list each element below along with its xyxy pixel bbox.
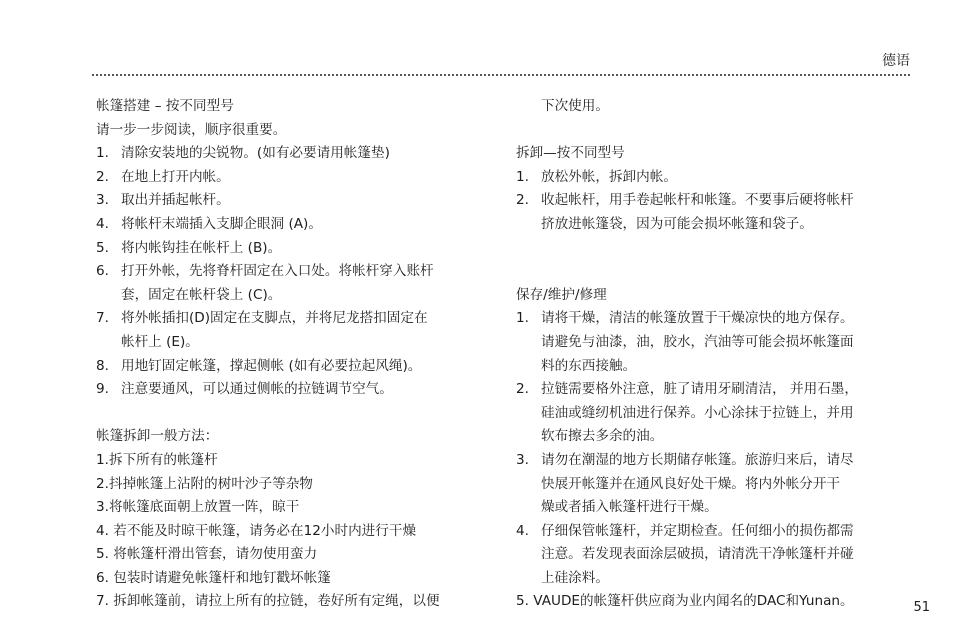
item-number: 4.: [516, 522, 529, 539]
item-text: [541, 449, 912, 520]
takedown-item: 4. 若不能及时晾干帐篷，请务必在12小时内进行干燥: [96, 522, 417, 539]
setup-intro: 请一步一步阅读，顺序很重要。: [96, 121, 287, 138]
item-text-line: 料的东西接触。: [541, 357, 637, 374]
item-text: [121, 355, 498, 379]
item-number: 2.: [516, 192, 529, 209]
item-text-line: 注意要通风，可以通过侧帐的拉链调节空气。: [121, 381, 393, 398]
item-text-line: 在地上打开内帐。: [121, 168, 230, 185]
setup-title: 帐篷搭建 – 按不同型号: [96, 98, 234, 114]
list-item: [96, 142, 498, 166]
takedown-item: 1.拆下所有的帐篷杆: [96, 451, 218, 468]
item-text: [121, 378, 498, 402]
item-text-line: 请勿在潮湿的地方长期储存帐篷。旅游归来后，请尽: [541, 451, 854, 468]
list-item: [96, 378, 498, 402]
item-text-line: 套，固定在帐杆袋上 (C)。: [121, 286, 282, 303]
takedown-item: 5. 将帐篷杆滑出管套，请勿使用蛮力: [96, 546, 318, 563]
item-number: 1.: [96, 145, 109, 162]
dismantle-steps-list: [516, 166, 912, 237]
list-item: [516, 307, 912, 378]
list-item: [96, 237, 498, 261]
list-item: [96, 307, 498, 354]
item-text-line: 用地钉固定帐篷，撑起侧帐 (如有必要拉起风绳)。: [121, 357, 422, 374]
item-text-line: 请避免与油漆，油，胶水，汽油等可能会损坏帐篷面: [541, 333, 854, 350]
item-text-line: 软布擦去多余的油。: [541, 428, 664, 445]
setup-steps-list: [96, 142, 498, 402]
list-item: [516, 449, 912, 520]
storage-title: 保存/维护/修理: [516, 286, 607, 303]
item-number: 3.: [96, 192, 109, 209]
takedown-item: 2.抖掉帐篷上沾附的树叶沙子等杂物: [96, 475, 313, 492]
page-number: 51: [913, 600, 930, 615]
item-text: [121, 213, 498, 237]
item-number: 1.: [516, 168, 529, 185]
item-number: 2.: [96, 168, 109, 185]
list-item: [516, 378, 912, 449]
item-text-line: 拉链需要格外注意，脏了请用牙刷清洁， 并用石墨，: [541, 381, 858, 398]
item-number: 8.: [96, 357, 109, 374]
item-text: [541, 378, 912, 449]
item-text-line: 请将干燥，清洁的帐篷放置于干燥凉快的地方保存。: [541, 310, 854, 327]
right-column: [516, 95, 912, 614]
list-item: [96, 189, 498, 213]
item-text-line: 注意。若发现表面涂层破损，请清洗干净帐篷杆并碰: [541, 546, 854, 563]
takedown-steps-list: [96, 449, 498, 614]
language-label: 德语: [882, 53, 910, 69]
list-item: [96, 213, 498, 237]
list-item: [516, 189, 912, 236]
item-text-line: 硅油或缝纫机油进行保养。小心涂抹于拉链上，并用: [541, 404, 854, 421]
item-text-line: 挤放进帐篷袋，因为可能会损坏帐篷和袋子。: [541, 215, 813, 232]
item-text: [541, 189, 912, 236]
item-text: [121, 189, 498, 213]
item-text-line: 燥或者插入帐篷杆进行干燥。: [541, 499, 718, 516]
item-text-line: 放松外帐，拆卸内帐。: [541, 168, 677, 185]
takedown-item: 6. 包装时请避免帐篷杆和地钉戳坏帐篷: [96, 569, 331, 586]
item-number: 5.: [96, 239, 109, 256]
takedown-item: 3.将帐篷底面朝上放置一阵，晾干: [96, 499, 300, 516]
spacer: [96, 402, 498, 426]
item-text-line: 仔细保管帐篷杆，并定期检查。任何细小的损伤都需: [541, 522, 854, 539]
item-text: [121, 307, 498, 354]
item-text-line: 收起帐杆，用手卷起帐杆和帐篷。不要事后硬将帐杆: [541, 192, 854, 209]
continuation-text: 下次使用。: [541, 98, 609, 114]
item-text-line: 清除安装地的尖锐物。(如有必要请用帐篷垫): [121, 145, 390, 162]
item-text: [121, 260, 498, 307]
left-column: [96, 95, 498, 614]
list-item: [516, 520, 912, 591]
spacer: [516, 237, 912, 284]
item-text-line: 快展开帐篷并在通风良好处干燥。将内外帐分开干: [541, 475, 841, 492]
item-text: [541, 307, 912, 378]
item-text: [541, 166, 912, 190]
item-number: 4.: [96, 215, 109, 232]
item-text: [541, 520, 912, 591]
item-text: [121, 142, 498, 166]
item-text-line: 将内帐钩挂在帐杆上 (B)。: [121, 239, 282, 256]
dismantle-title: 拆卸—按不同型号: [516, 145, 625, 162]
dotted-divider: [92, 74, 910, 76]
item-text-line: 上硅涂料。: [541, 569, 609, 586]
takedown-item: 7. 拆卸帐篷前，请拉上所有的拉链，卷好所有定绳，以便: [96, 593, 440, 610]
list-item: [96, 260, 498, 307]
item-number: 6.: [96, 263, 109, 280]
item-text-line: 将外帐插扣(D)固定在支脚点，并将尼龙搭扣固定在: [121, 310, 428, 327]
item-number: 2.: [516, 381, 529, 398]
storage-steps-list: [516, 307, 912, 590]
footer-note: 5. VAUDE的帐篷杆供应商为业内闻名的DAC和Yunan。: [516, 593, 854, 610]
item-text-line: 将帐杆末端插入支脚企眼洞 (A)。: [121, 215, 322, 232]
item-text-line: 打开外帐，先将脊杆固定在入口处。将帐杆穿入账杆: [121, 263, 434, 280]
item-text-line: 取出并插起帐杆。: [121, 192, 230, 209]
list-item: [516, 166, 912, 190]
item-number: 9.: [96, 381, 109, 398]
list-item: [96, 166, 498, 190]
list-item: [96, 355, 498, 379]
takedown-title: 帐篷拆卸一般方法：: [96, 428, 219, 445]
item-number: 7.: [96, 310, 109, 327]
item-number: 3.: [516, 451, 529, 468]
item-number: 1.: [516, 310, 529, 327]
item-text-line: 帐杆上 (E)。: [121, 333, 199, 350]
item-text: [121, 166, 498, 190]
spacer: [516, 119, 912, 143]
item-text: [121, 237, 498, 261]
